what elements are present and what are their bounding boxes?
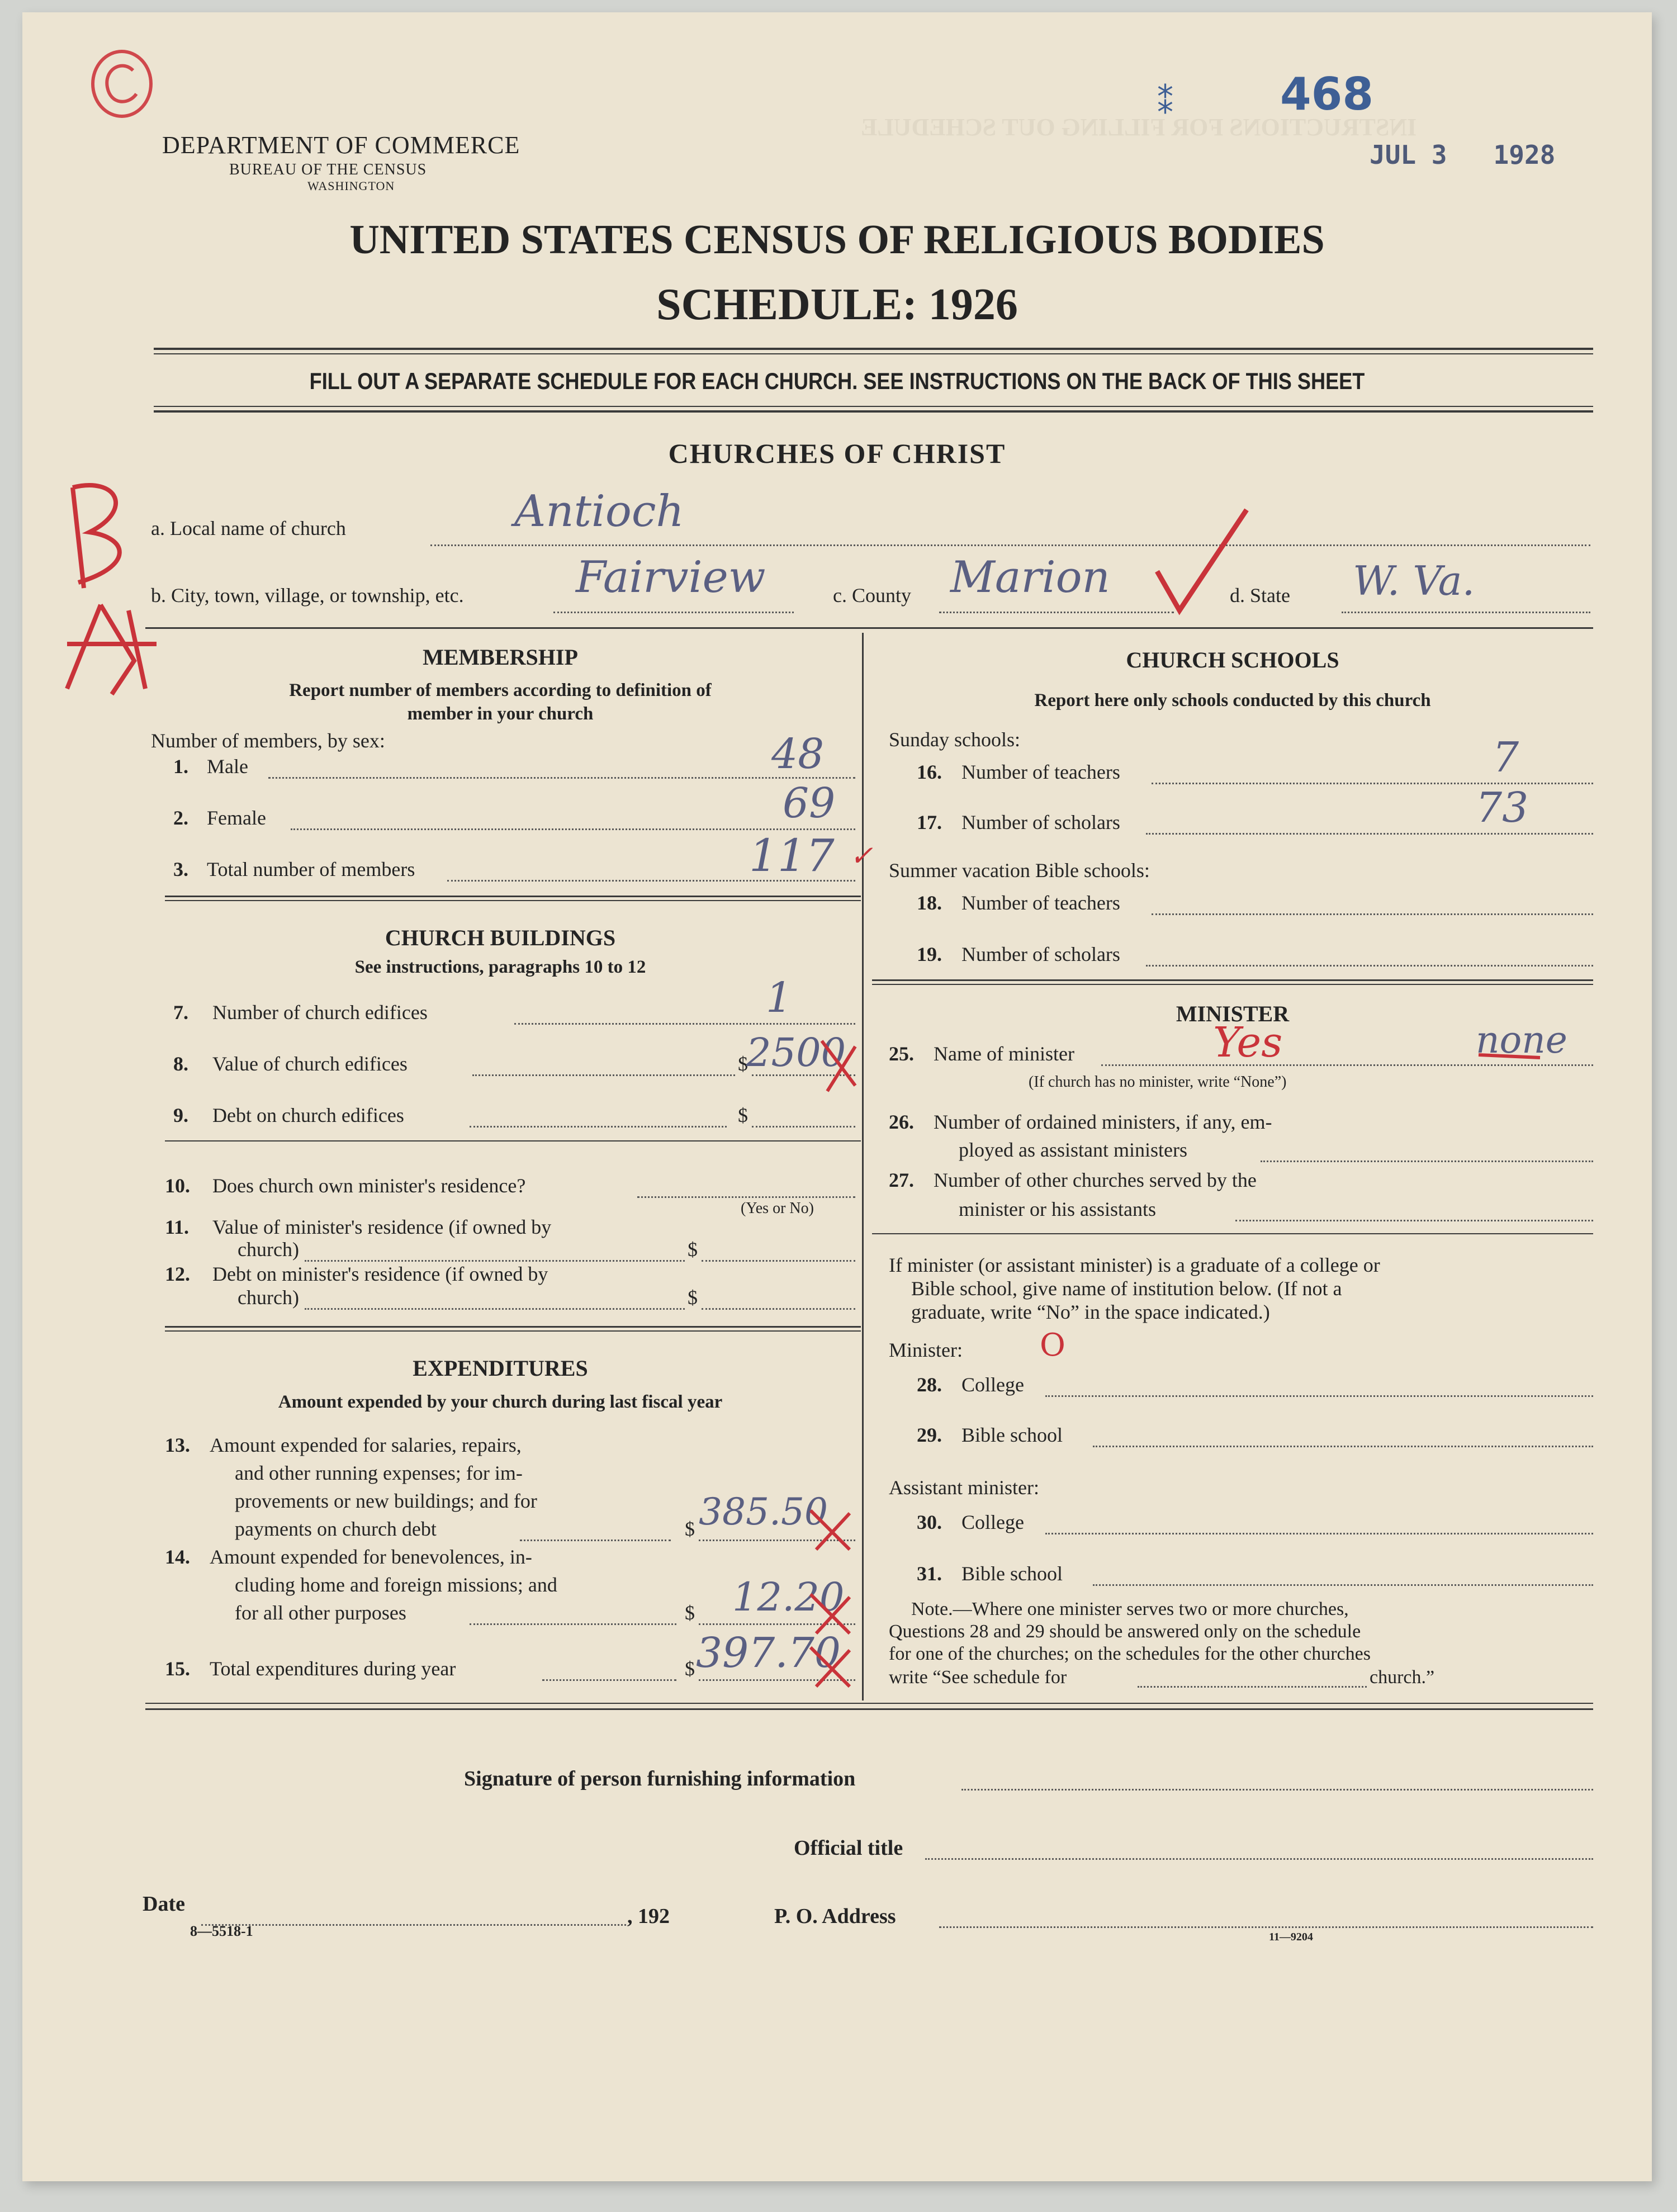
q25-value: Yes	[1213, 1019, 1283, 1067]
membership-rule-2	[165, 900, 861, 901]
denomination-title: CHURCHES OF CHRIST	[668, 438, 1006, 469]
q7-line	[514, 1023, 855, 1025]
q17-line	[1146, 833, 1593, 835]
census-schedule-sheet	[22, 12, 1652, 2181]
q25-note: (If church has no minister, write “None”)	[1029, 1073, 1287, 1091]
minister-red-mark: O	[1040, 1327, 1065, 1363]
q14-number: 14.	[165, 1546, 190, 1568]
q14-value: 12.20	[732, 1574, 845, 1620]
graduate-instr-3: graduate, write “No” in the space indicated.)	[911, 1301, 1270, 1323]
q31-label: Bible school	[961, 1562, 1063, 1585]
bureau-name: BUREAU OF THE CENSUS	[229, 161, 427, 178]
q26-line	[1261, 1161, 1593, 1162]
po-address-label: P. O. Address	[774, 1905, 896, 1928]
buildings-instr: See instructions, paragraphs 10 to 12	[354, 957, 646, 977]
q13-number: 13.	[165, 1434, 190, 1456]
q15-value: 397.70	[696, 1629, 841, 1677]
q10-note: (Yes or No)	[741, 1200, 814, 1217]
q2-number: 2.	[173, 807, 188, 829]
summer-schools-label: Summer vacation Bible schools:	[889, 859, 1150, 882]
residence-rule	[165, 1326, 861, 1328]
q14-line	[470, 1623, 676, 1625]
q13-value: 385.50	[699, 1490, 828, 1533]
q13-red-strike	[805, 1505, 855, 1555]
q17-value: 73	[1476, 784, 1529, 832]
local-name-label: a. Local name of church	[151, 517, 346, 539]
q11-line-2: church)	[238, 1238, 299, 1261]
bottom-rule-2	[145, 1708, 1593, 1710]
sunday-schools-label: Sunday schools:	[889, 728, 1021, 751]
membership-instr-2: member in your church	[407, 704, 594, 724]
q30-label: College	[961, 1511, 1024, 1533]
q28-label: College	[961, 1373, 1024, 1396]
q1-label: Male	[207, 755, 248, 778]
q9-label: Debt on church edifices	[212, 1104, 404, 1126]
q11-number: 11.	[165, 1216, 190, 1238]
q28-number: 28.	[917, 1373, 942, 1396]
q18-number: 18.	[917, 892, 942, 914]
q25-number: 25.	[889, 1043, 914, 1065]
note-line-5: church.”	[1370, 1667, 1435, 1688]
note-line-1: Note.—Where one minister serves two or more churches,	[911, 1599, 1349, 1619]
graduate-instr-2: Bible school, give name of institution below. (If not a	[911, 1277, 1342, 1300]
q25-red-strike	[1476, 1041, 1543, 1069]
q8-value: 2500	[746, 1030, 846, 1076]
q1-number: 1.	[173, 755, 188, 778]
q18-label: Number of teachers	[961, 892, 1120, 914]
q12-line-1: Debt on minister's residence (if owned by	[212, 1263, 548, 1285]
q12-number: 12.	[165, 1263, 190, 1285]
q13-line-1: Amount expended for salaries, repairs,	[210, 1434, 522, 1456]
q19-label: Number of scholars	[961, 943, 1120, 965]
q3-label: Total number of members	[207, 858, 415, 880]
column-divider	[862, 633, 864, 1701]
header-rule-top	[154, 348, 1593, 350]
q28-line	[1045, 1395, 1593, 1397]
local-name-value: Antioch	[514, 486, 684, 537]
official-title-label: Official title	[794, 1836, 903, 1860]
q16-number: 16.	[917, 761, 942, 783]
q14-line-3: for all other purposes	[235, 1602, 406, 1624]
city-line	[553, 612, 794, 613]
stamp-received-date: JUL 3 1928	[1370, 140, 1556, 170]
q26-number: 26.	[889, 1111, 914, 1133]
q27-number: 27.	[889, 1169, 914, 1191]
bottom-rule	[145, 1703, 1593, 1704]
q25-value-2: none	[1476, 1019, 1567, 1062]
schools-heading: CHURCH SCHOOLS	[1126, 647, 1339, 672]
q11-line-1: Value of minister's residence (if owned by	[212, 1216, 552, 1238]
q9-number: 9.	[173, 1104, 188, 1126]
q30-number: 30.	[917, 1511, 942, 1533]
stamp-pin-mark: ⁑	[1157, 84, 1173, 122]
po-address-line[interactable]	[939, 1926, 1593, 1928]
header-rule-bottom-2	[154, 410, 1593, 413]
q25-label: Name of minister	[934, 1043, 1074, 1065]
church-info-rule	[145, 627, 1593, 629]
q8-dollar: $	[738, 1053, 748, 1075]
stamp-serial-number: 468	[1280, 68, 1373, 120]
q1-line	[268, 777, 855, 779]
official-title-line[interactable]	[925, 1858, 1593, 1860]
header-rule-top-2	[154, 353, 1593, 354]
q9-amount-line	[752, 1126, 855, 1128]
bleed-through-text: INSTRUCTIONS FOR FILLING OUT SCHEDULE	[861, 113, 1417, 141]
schools-rule-2	[872, 984, 1593, 985]
q12-line-2: church)	[238, 1286, 299, 1309]
q27-line-1: Number of other churches served by the	[934, 1169, 1257, 1191]
buildings-rule	[165, 1140, 861, 1141]
membership-heading: MEMBERSHIP	[423, 645, 578, 670]
q26-line-1: Number of ordained ministers, if any, em-	[934, 1111, 1272, 1133]
members-by-sex-label: Number of members, by sex:	[151, 730, 385, 752]
date-year-prefix: , 192	[627, 1905, 670, 1928]
q2-label: Female	[207, 807, 266, 829]
county-value: Marion	[950, 552, 1110, 603]
q11-amount-line	[702, 1260, 855, 1262]
note-line-2: Questions 28 and 29 should be answered only on the schedule	[889, 1621, 1361, 1642]
state-line	[1342, 612, 1590, 613]
q19-line	[1146, 965, 1593, 967]
expenditures-heading: EXPENDITURES	[413, 1356, 588, 1381]
q27-line-2: minister or his assistants	[959, 1198, 1156, 1220]
membership-instr-1: Report number of members according to definition of	[289, 680, 712, 700]
q27-line	[1235, 1220, 1593, 1221]
membership-rule	[165, 896, 861, 897]
q31-number: 31.	[917, 1562, 942, 1585]
q15-line	[542, 1679, 676, 1681]
form-title: UNITED STATES CENSUS OF RELIGIOUS BODIES	[349, 217, 1325, 263]
q7-value: 1	[766, 974, 793, 1022]
schedule-title: SCHEDULE: 1926	[656, 280, 1018, 329]
q15-red-strike	[805, 1642, 855, 1692]
signature-label: Signature of person furnishing information	[464, 1767, 856, 1791]
note-line-4: write “See schedule for	[889, 1667, 1067, 1688]
state-label: d. State	[1230, 584, 1290, 607]
q13-line	[520, 1540, 671, 1541]
q30-line	[1045, 1533, 1593, 1534]
local-name-line	[430, 544, 1590, 546]
schools-instr: Report here only schools conducted by this church	[1034, 690, 1431, 711]
q14-line-2: cluding home and foreign missions; and	[235, 1574, 557, 1596]
q13-line-2: and other running expenses; for im-	[235, 1462, 523, 1484]
note-line-3: for one of the churches; on the schedules for the other churches	[889, 1643, 1371, 1664]
q14-dollar: $	[685, 1602, 695, 1624]
city-value: Fairview	[576, 552, 766, 603]
q7-number: 7.	[173, 1001, 188, 1024]
circled-c-mark	[88, 47, 155, 120]
county-label: c. County	[833, 584, 911, 607]
q12-amount-line	[702, 1308, 855, 1310]
form-number: 8—5518-1	[190, 1923, 253, 1939]
q8-red-strike	[816, 1030, 866, 1097]
assistant-minister-label: Assistant minister:	[889, 1476, 1039, 1499]
residence-rule-2	[165, 1330, 861, 1332]
q11-line	[305, 1260, 685, 1262]
state-value: W. Va.	[1353, 557, 1475, 604]
schools-rule	[872, 979, 1593, 981]
q17-label: Number of scholars	[961, 811, 1120, 833]
q15-dollar: $	[685, 1657, 695, 1680]
buildings-heading: CHURCH BUILDINGS	[385, 925, 616, 950]
dept-name: DEPARTMENT OF COMMERCE	[162, 131, 520, 159]
expenditures-instr: Amount expended by your church during last fiscal year	[278, 1392, 723, 1412]
q14-line-1: Amount expended for benevolences, in-	[210, 1546, 532, 1568]
q29-number: 29.	[917, 1424, 942, 1446]
minister-label: Minister:	[889, 1339, 963, 1361]
q3-check-icon: ✓	[850, 840, 873, 871]
q8-label: Value of church edifices	[212, 1053, 408, 1075]
date-line[interactable]	[201, 1924, 626, 1926]
date-label: Date	[143, 1892, 185, 1916]
q15-number: 15.	[165, 1657, 190, 1680]
q16-value: 7	[1493, 733, 1519, 781]
fill-out-instruction: FILL OUT A SEPARATE SCHEDULE FOR EACH CHURCH. SEE INSTRUCTIONS ON THE BACK OF THIS SHEET	[309, 368, 1365, 394]
q12-dollar: $	[688, 1286, 698, 1309]
minister-heading: MINISTER	[1176, 1001, 1290, 1026]
q10-line	[637, 1196, 855, 1198]
q2-value: 69	[783, 779, 836, 827]
q1-value: 48	[771, 730, 825, 778]
q16-label: Number of teachers	[961, 761, 1120, 783]
q12-line	[305, 1308, 685, 1310]
q8-line	[472, 1074, 735, 1076]
header-rule-bottom	[154, 406, 1593, 407]
q13-dollar: $	[685, 1518, 695, 1540]
signature-line[interactable]	[961, 1789, 1593, 1791]
q10-number: 10.	[165, 1174, 190, 1197]
q15-label: Total expenditures during year	[210, 1657, 456, 1680]
q18-line	[1152, 913, 1593, 915]
note-blank-line	[1138, 1686, 1367, 1688]
q13-line-3: provements or new buildings; and for	[235, 1490, 537, 1512]
q3-number: 3.	[173, 858, 188, 880]
county-line	[939, 612, 1174, 613]
q8-number: 8.	[173, 1053, 188, 1075]
q3-value: 117	[749, 830, 835, 882]
q29-label: Bible school	[961, 1424, 1063, 1446]
q26-line-2: ployed as assistant ministers	[959, 1139, 1187, 1161]
q29-line	[1093, 1446, 1593, 1447]
q17-number: 17.	[917, 811, 942, 833]
red-margin-scribble	[50, 476, 168, 711]
city-label: b. City, town, village, or township, etc.	[151, 584, 464, 607]
q10-label: Does church own minister's residence?	[212, 1174, 526, 1197]
q9-line	[470, 1126, 727, 1128]
q7-label: Number of church edifices	[212, 1001, 428, 1024]
q9-dollar: $	[738, 1104, 748, 1126]
q19-number: 19.	[917, 943, 942, 965]
q11-dollar: $	[688, 1238, 698, 1261]
q31-line	[1093, 1584, 1593, 1586]
bureau-city: WASHINGTON	[307, 179, 395, 193]
minister-rule	[872, 1233, 1593, 1234]
print-number: 11—9204	[1269, 1931, 1313, 1943]
graduate-instr-1: If minister (or assistant minister) is a graduate of a college or	[889, 1254, 1380, 1276]
q13-line-4: payments on church debt	[235, 1518, 437, 1540]
